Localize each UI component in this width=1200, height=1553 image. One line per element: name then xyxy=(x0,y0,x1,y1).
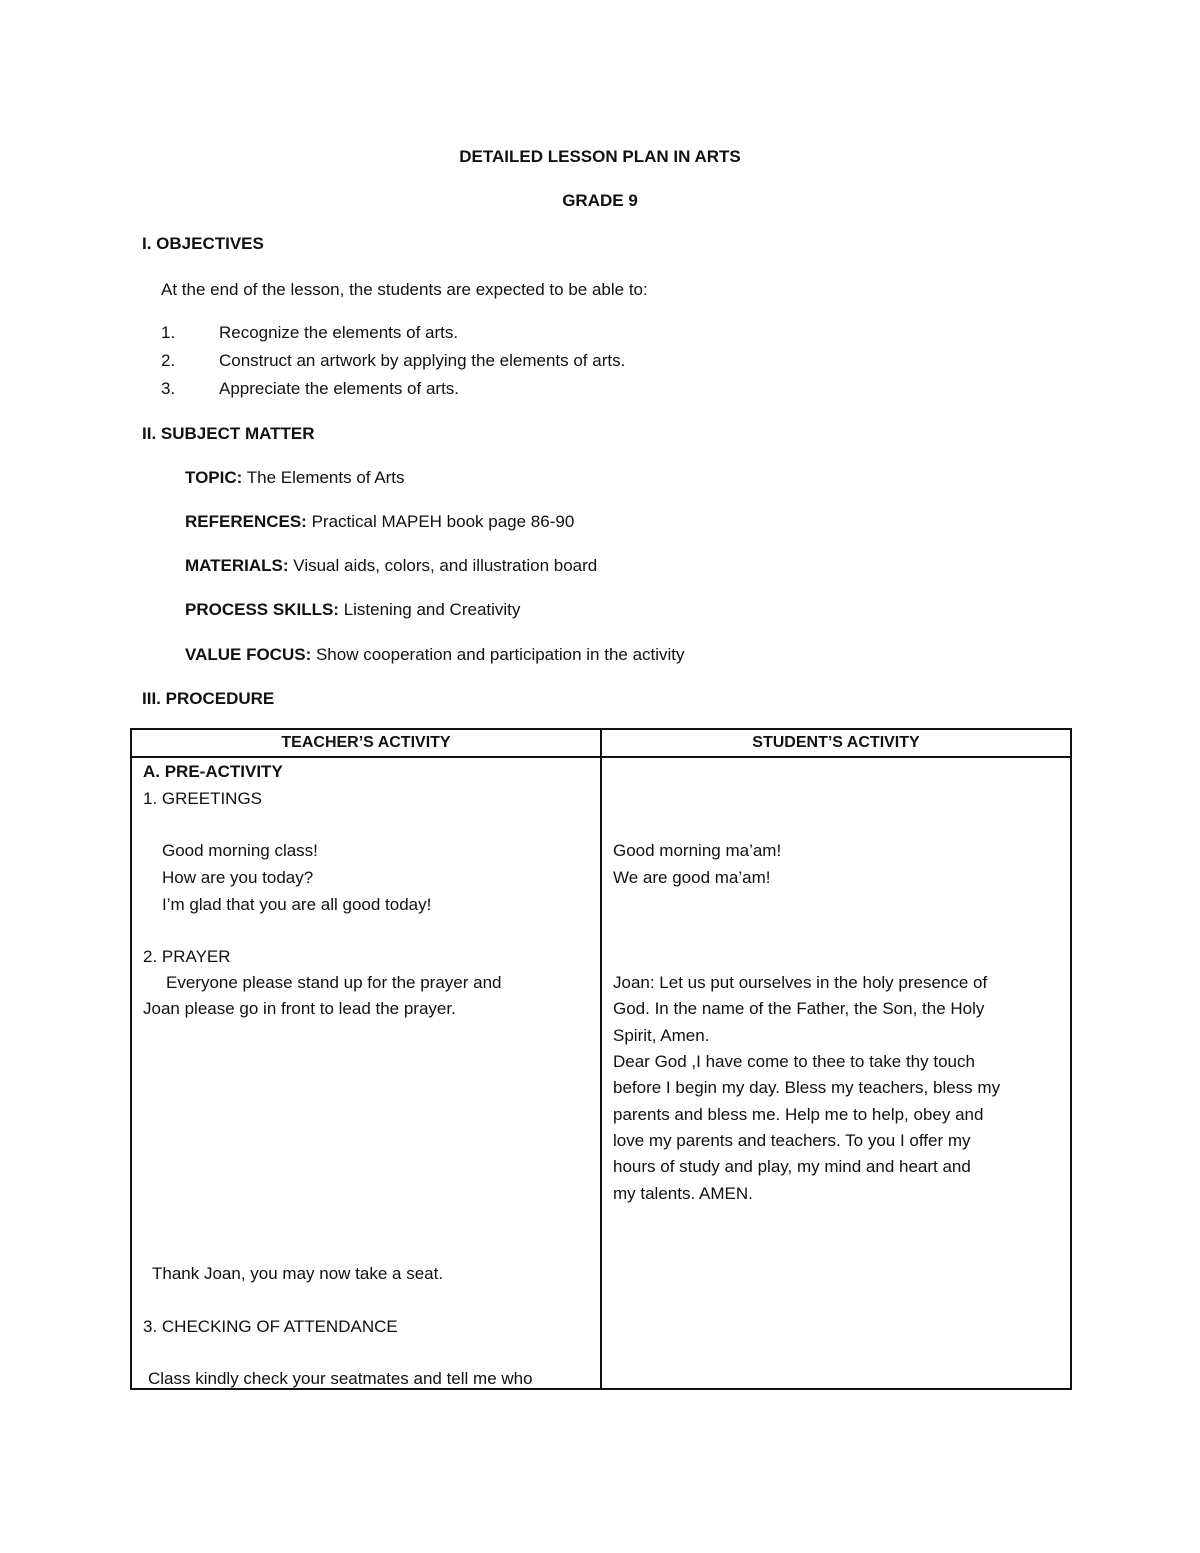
student-line: parents and bless me. Help me to help, obey and xyxy=(613,1105,984,1124)
teacher-line: Thank Joan, you may now take a seat. xyxy=(152,1264,444,1283)
subject-row-process-skills xyxy=(185,600,520,620)
subject-label: REFERENCES: xyxy=(185,512,307,531)
objective-text: Construct an artwork by applying the elements of arts. xyxy=(219,351,626,370)
student-line: before I begin my day. Bless my teachers, bless my xyxy=(613,1078,1001,1097)
student-line: Dear God ,I have come to thee to take thy touch xyxy=(613,1052,975,1071)
subject-label: TOPIC: xyxy=(185,468,243,487)
objective-text: Recognize the elements of arts. xyxy=(219,323,459,342)
objective-number: 3. xyxy=(161,379,176,398)
teacher-line: Class kindly check your seatmates and tell me who xyxy=(148,1369,533,1388)
student-activity-header: STUDENT’S ACTIVITY xyxy=(601,729,1071,757)
subject-value: Listening and Creativity xyxy=(338,600,521,619)
grade-label: GRADE 9 xyxy=(562,191,638,210)
subject-value: Visual aids, colors, and illustration board xyxy=(288,556,598,575)
teacher-line: How are you today? xyxy=(162,868,314,887)
subject-label: VALUE FOCUS: xyxy=(185,645,312,664)
table-row xyxy=(131,757,1071,1389)
teacher-activity-header: TEACHER’S ACTIVITY xyxy=(131,729,601,757)
table-header-row xyxy=(131,729,1071,757)
document-title: DETAILED LESSON PLAN IN ARTS xyxy=(459,147,741,166)
student-line: Joan: Let us put ourselves in the holy presence of xyxy=(613,973,988,992)
pre-activity-heading: A. PRE-ACTIVITY xyxy=(143,762,283,781)
objective-item xyxy=(161,323,458,343)
student-line: my talents. AMEN. xyxy=(613,1184,753,1203)
subject-value: The Elements of Arts xyxy=(242,468,405,487)
teacher-line: Good morning class! xyxy=(162,841,318,860)
student-line: hours of study and play, my mind and heart and xyxy=(613,1157,971,1176)
subject-label: MATERIALS: xyxy=(185,556,289,575)
procedure-heading: III. PROCEDURE xyxy=(142,689,275,708)
objective-number: 1. xyxy=(161,323,176,342)
greetings-heading: 1. GREETINGS xyxy=(143,789,263,808)
attendance-heading: 3. CHECKING OF ATTENDANCE xyxy=(143,1317,398,1336)
subject-label: PROCESS SKILLS: xyxy=(185,600,339,619)
prayer-heading: 2. PRAYER xyxy=(143,947,231,966)
objective-number: 2. xyxy=(161,351,176,370)
objectives-heading: I. OBJECTIVES xyxy=(142,234,264,253)
subject-row-materials xyxy=(185,556,597,576)
student-activity-cell xyxy=(601,757,1071,1389)
subject-matter-heading: II. SUBJECT MATTER xyxy=(142,424,315,443)
objective-text: Appreciate the elements of arts. xyxy=(219,379,460,398)
subject-value: Show cooperation and participation in the activity xyxy=(311,645,685,664)
student-line: God. In the name of the Father, the Son, the Holy xyxy=(613,999,985,1018)
teacher-line: Everyone please stand up for the prayer and xyxy=(166,973,502,992)
subject-row-value-focus xyxy=(185,645,685,665)
subject-value: Practical MAPEH book page 86-90 xyxy=(306,512,575,531)
student-line: We are good ma’am! xyxy=(613,868,771,887)
objectives-intro: At the end of the lesson, the students are expected to be able to: xyxy=(161,280,648,299)
subject-row-topic xyxy=(185,468,405,488)
student-line: Good morning ma’am! xyxy=(613,841,782,860)
teacher-activity-cell xyxy=(131,757,601,1389)
subject-row-references xyxy=(185,512,574,532)
teacher-line: Joan please go in front to lead the prayer. xyxy=(143,999,456,1018)
objective-item xyxy=(161,379,459,399)
objective-item xyxy=(161,351,625,371)
student-line: Spirit, Amen. xyxy=(613,1026,710,1045)
procedure-table xyxy=(130,728,1072,1390)
teacher-line: I’m glad that you are all good today! xyxy=(162,895,432,914)
student-line: love my parents and teachers. To you I offer my xyxy=(613,1131,971,1150)
